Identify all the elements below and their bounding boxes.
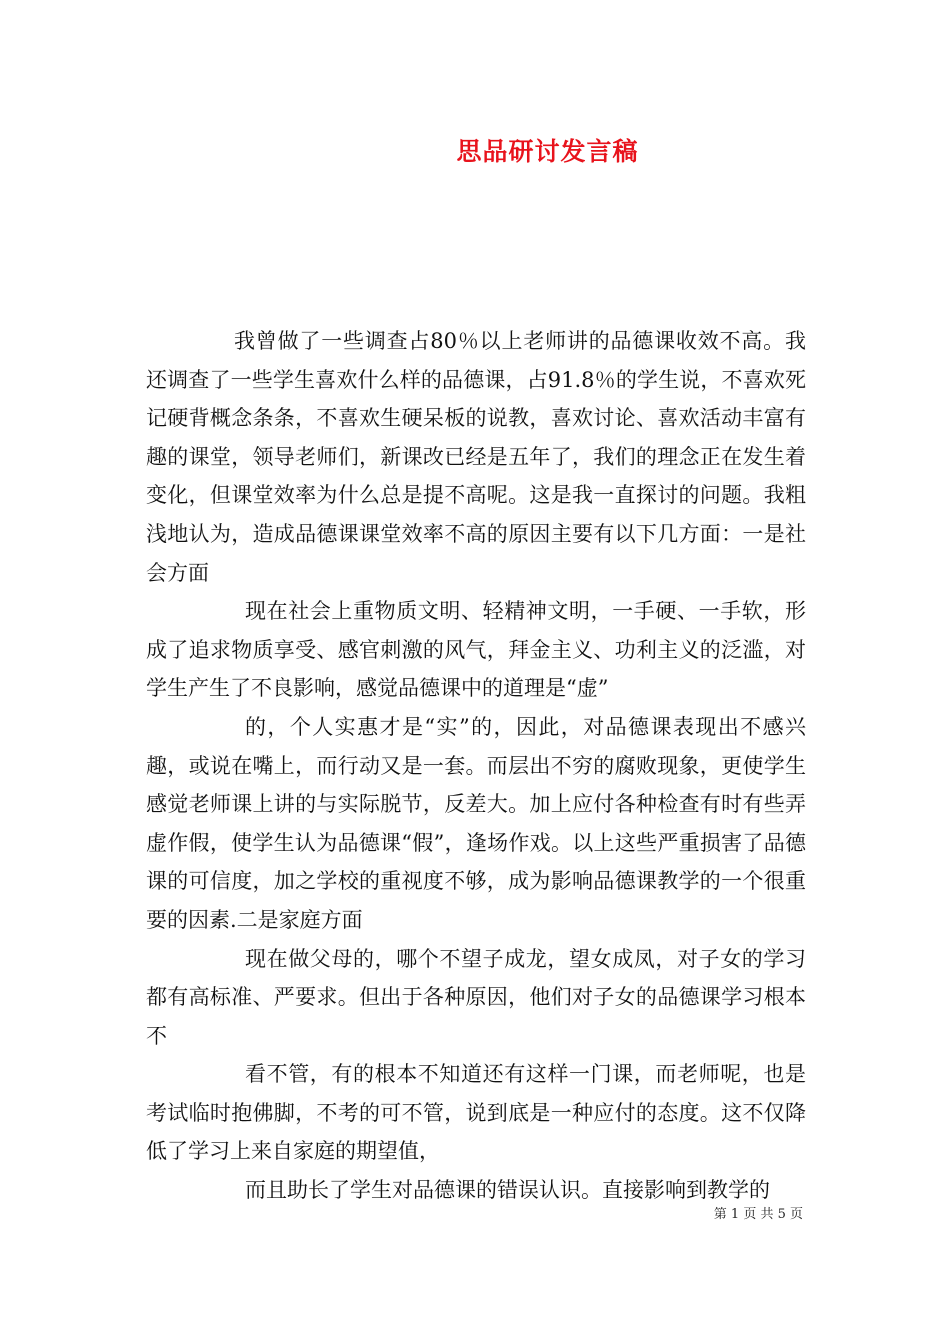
page-title: 思品研讨发言稿: [456, 137, 639, 166]
document-body: [146, 322, 806, 1210]
paragraph-1: 我曾做了一些调查占80％以上老师讲的品德课收效不高。我还调查了一些学生喜欢什么样的品德课，占91.8％的学生说，不喜欢死记硬背概念条条，不喜欢生硬呆板的说教，喜欢讨论、喜欢活动丰富有趣的课堂，领导老师们，新课改已经是五年了，我们的理念正在发生着变化，但课堂效率为什么总是提不高呢。这是我一直探讨的问题。我粗浅地认为，造成品德课课堂效率不高的原因主要有以下几方面：一是社会方面: [146, 329, 806, 585]
paragraph-4: 现在做父母的，哪个不望子成龙，望女成凤，对子女的学习都有高标准、严要求。但出于各种原因，他们对子女的品德课学习根本不: [146, 946, 806, 1048]
paragraph-5: 看不管，有的根本不知道还有这样一门课，而老师呢，也是考试临时抱佛脚，不考的可不管，说到底是一种应付的态度。这不仅降低了学习上来自家庭的期望值，: [146, 1062, 806, 1164]
paragraph-3: 的，个人实惠才是“实”的，因此，对品德课表现出不感兴趣，或说在嘴上，而行动又是一套。而层出不穷的腐败现象，更使学生感觉老师课上讲的与实际脱节，反差大。加上应付各种检查有时有些弄虚作假，使学生认为品德课“假”，逢场作戏。以上这些严重损害了品德课的可信度，加之学校的重视度不够，成为影响品德课教学的一个很重要的因素.二是家庭方面: [146, 714, 806, 932]
paragraph-6: 而且助长了学生对品德课的错误认识。直接影响到教学的: [245, 1178, 770, 1203]
page-number-footer: 第 1 页 共 5 页: [713, 1207, 803, 1222]
paragraph-2: 现在社会上重物质文明、轻精神文明，一手硬、一手软，形成了追求物质享受、感官刺激的风气，拜金主义、功利主义的泛滥，对学生产生了不良影响，感觉品德课中的道理是“虚”: [146, 599, 806, 701]
